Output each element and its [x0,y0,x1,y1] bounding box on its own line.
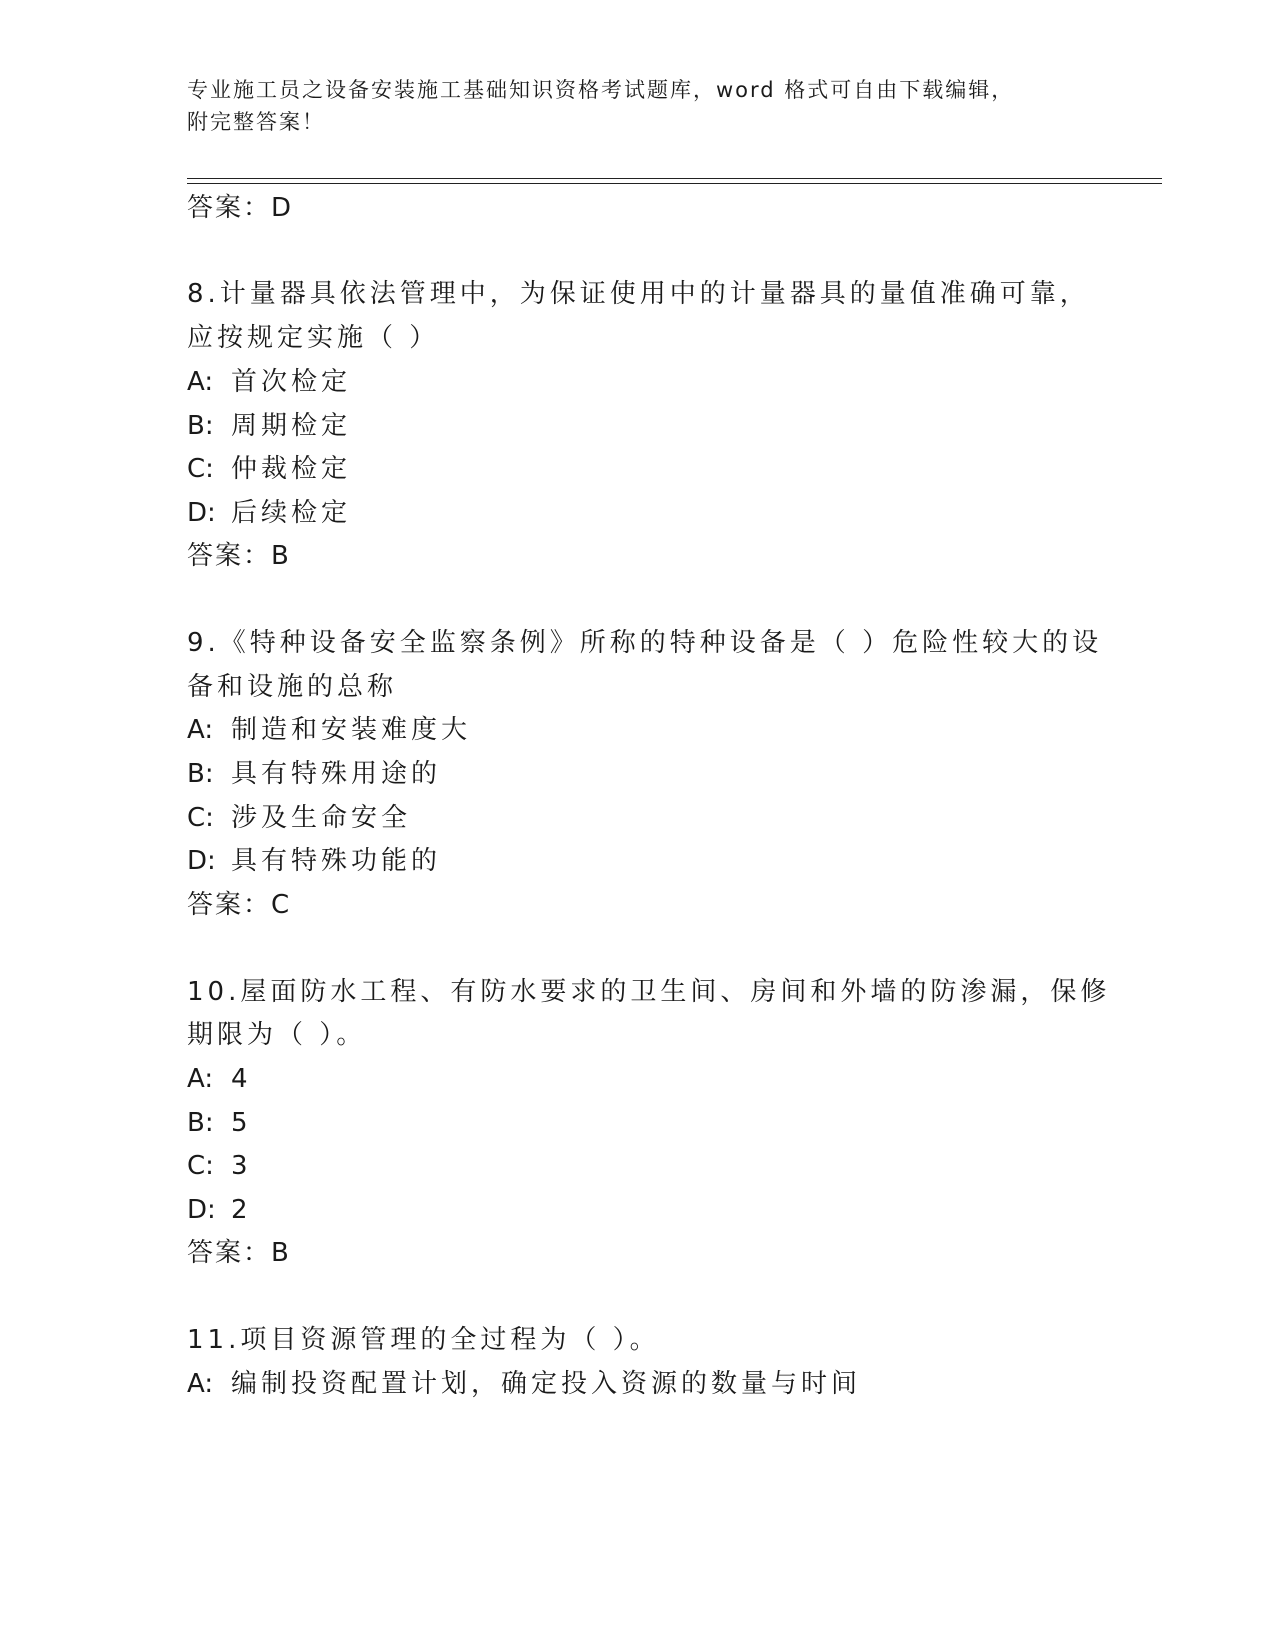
question-8-stem-line-1: 8.计量器具依法管理中，为保证使用中的计量器具的量值准确可靠， [187,279,1090,309]
question-10-answer: 答案：B [187,1238,291,1268]
question-8-answer: 答案：B [187,541,291,571]
question-10-option-c: C: 3 [187,1151,252,1181]
question-9-option-a: A: 制造和安装难度大 [187,715,472,745]
question-8-option-d: D: 后续检定 [187,498,352,528]
header-line-1: 专业施工员之设备安装施工基础知识资格考试题库，word 格式可自由下载编辑， [187,78,1015,102]
question-9-answer: 答案：C [187,890,292,920]
answer-prev: 答案：D [187,193,294,223]
header-divider-bottom [187,183,1162,184]
question-8-option-c: C: 仲裁检定 [187,454,352,484]
question-10-option-d: D: 2 [187,1195,252,1225]
question-9-option-b: B: 具有特殊用途的 [187,759,442,789]
question-9-stem-line-2: 备和设施的总称 [187,672,398,702]
document-header [187,74,1087,138]
question-8-stem-line-2: 应按规定实施（ ） [187,323,440,353]
header-divider-top [187,178,1162,179]
question-9-option-c: C: 涉及生命安全 [187,803,412,833]
question-10-stem-line-1: 10.屋面防水工程、有防水要求的卫生间、房间和外墙的防渗漏，保修 [187,977,1111,1007]
question-9-stem-line-1: 9.《特种设备安全监察条例》所称的特种设备是（ ）危险性较大的设 [187,628,1103,658]
question-8-option-b: B: 周期检定 [187,411,352,441]
question-10-stem-line-2: 期限为（ ）。 [187,1020,367,1050]
question-9-option-d: D: 具有特殊功能的 [187,846,442,876]
question-8-option-a: A: 首次检定 [187,367,352,397]
header-line-2: 附完整答案！ [187,110,325,134]
question-11-option-a: A: 编制投资配置计划，确定投入资源的数量与时间 [187,1369,862,1399]
question-10-option-a: A: 4 [187,1064,252,1094]
question-10-option-b: B: 5 [187,1108,252,1138]
question-11-stem-line-1: 11.项目资源管理的全过程为（ ）。 [187,1325,660,1355]
